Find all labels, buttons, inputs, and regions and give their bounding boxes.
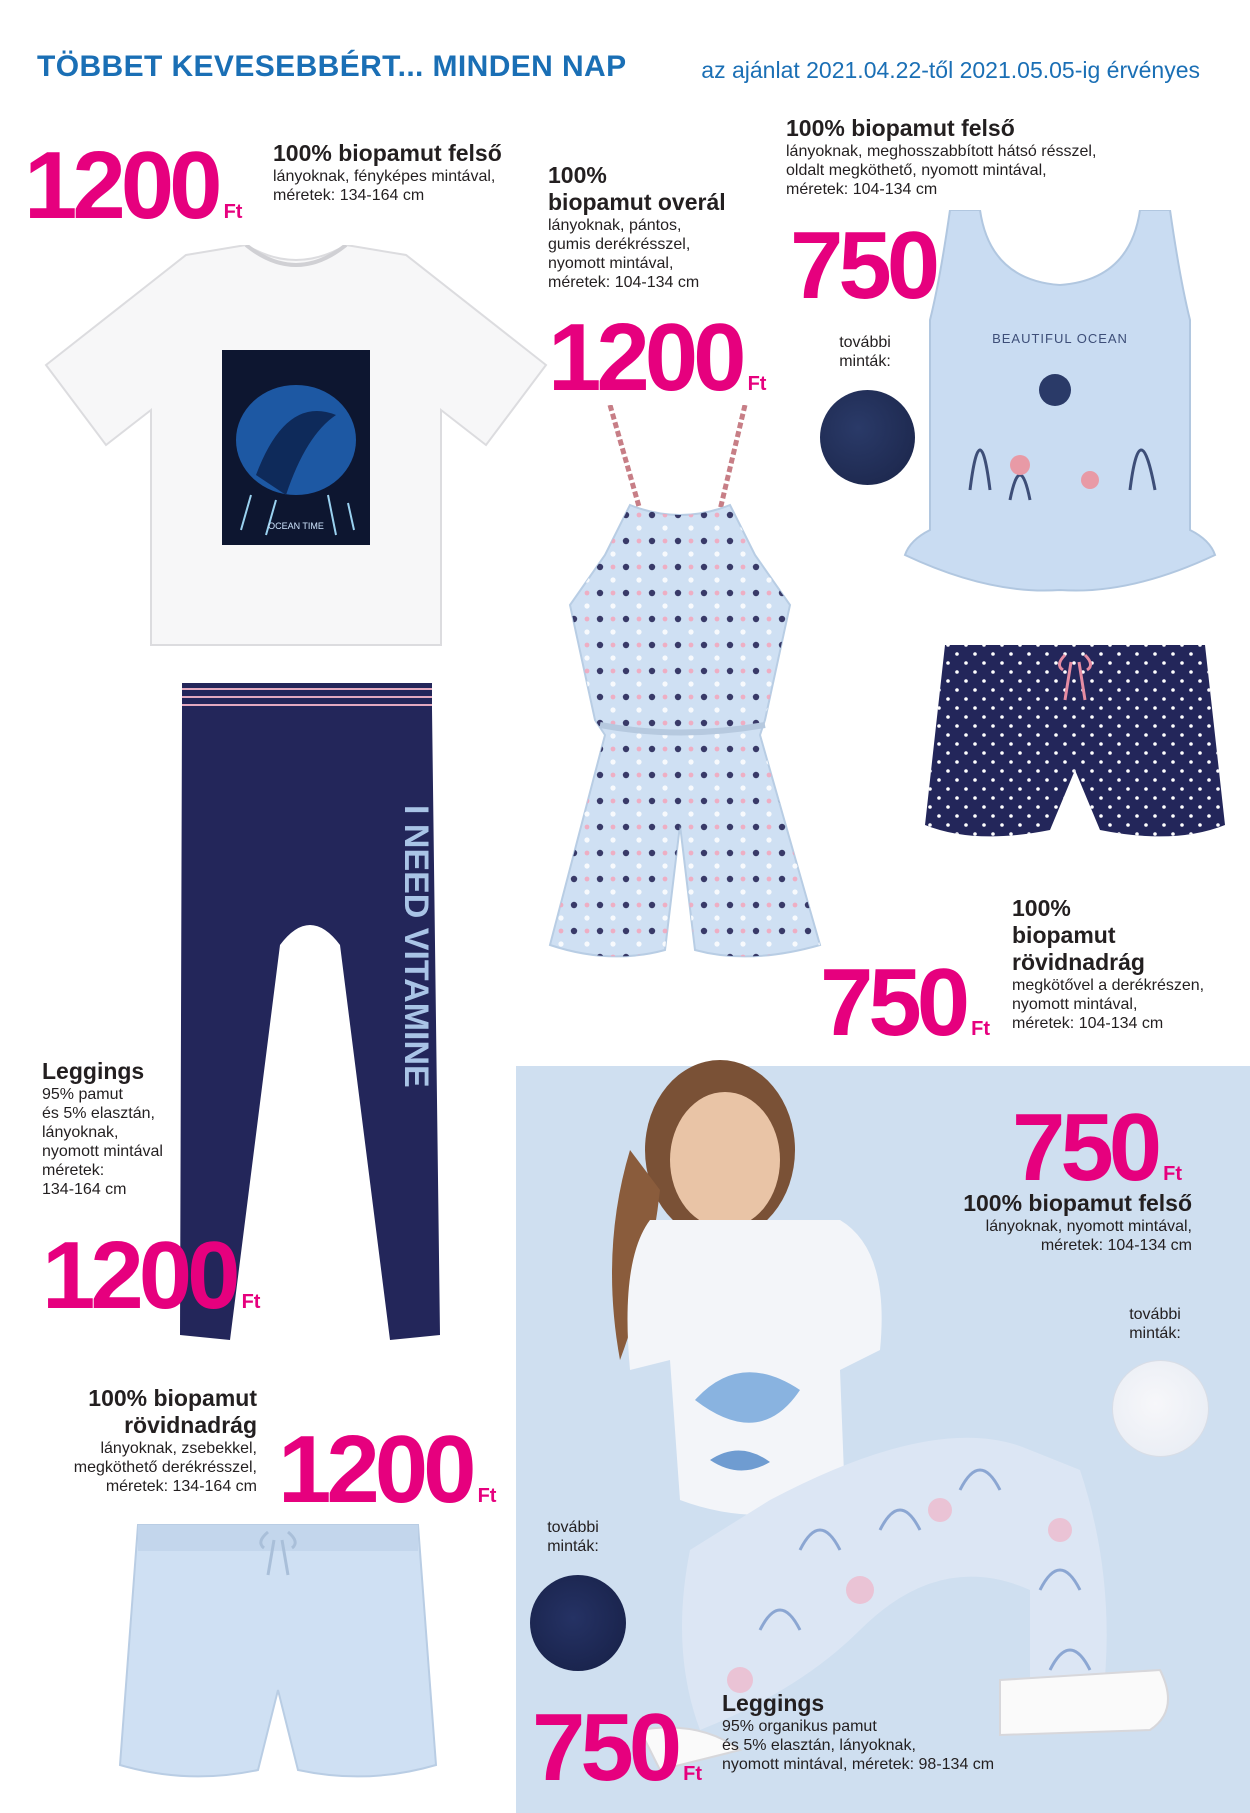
light-shorts-title-1: 100% biopamut xyxy=(88,1385,257,1411)
leggings-printed-desc: 95% organikus pamut és 5% elasztán, lányoknak, nyomott mintával, méretek: 98-134 cm xyxy=(722,1718,995,1773)
tshirt-photo-title: 100% biopamut felső xyxy=(273,140,502,166)
price-jumpsuit: 1200 Ft xyxy=(548,304,767,411)
light-shorts-info xyxy=(74,1385,257,1496)
tank-print-text: BEAUTIFUL OCEAN xyxy=(992,331,1128,346)
jumpsuit-title-1: 100% xyxy=(548,162,607,188)
tshirt-photo-image xyxy=(36,245,556,655)
tank-top-info xyxy=(786,115,1096,199)
navy-shorts-title-2: biopamut xyxy=(1012,922,1116,948)
light-shorts-pattern-swatch xyxy=(530,1575,626,1671)
price-tshirt-photo: 1200 Ft xyxy=(24,132,243,239)
price-navy-shorts: 750 Ft xyxy=(820,949,991,1056)
leggings-navy-desc: 95% pamut és 5% elasztán, lányoknak, nyomott mintával méretek: 134-164 cm xyxy=(42,1086,163,1198)
girl-top-info xyxy=(963,1190,1192,1255)
light-shorts-more-patterns: további minták: xyxy=(547,1519,599,1555)
price-leggings-printed: 750 Ft xyxy=(532,1694,703,1801)
tank-top-desc: lányoknak, meghosszabbított hátsó résszel, oldalt megköthető, nyomott mintával, méretek: 104-134 cm xyxy=(786,143,1097,198)
light-shorts-title-2: rövidnadrág xyxy=(124,1412,257,1438)
light-shorts-desc: lányoknak, zsebekkel, megköthető derékrésszel, méretek: 134-164 cm xyxy=(73,1440,257,1495)
tank-top-more-patterns: további minták: xyxy=(839,334,891,370)
tshirt-photo-desc: lányoknak, fényképes mintával, méretek: 134-164 cm xyxy=(273,168,496,204)
jumpsuit-desc: lányoknak, pántos, gumis derékrésszel, nyomott mintával, méretek: 104-134 cm xyxy=(548,217,700,291)
offer-validity: az ajánlat 2021.04.22-től 2021.05.05-ig érvényes xyxy=(701,57,1200,83)
girl-top-pattern-swatch xyxy=(1112,1360,1209,1457)
navy-shorts-title-3: rövidnadrág xyxy=(1012,949,1145,975)
price-girl-top: 750 Ft xyxy=(1012,1094,1183,1201)
navy-shorts-title-1: 100% xyxy=(1012,895,1071,921)
leggings-print-text: I NEED VITAMINE xyxy=(397,805,435,1088)
tshirt-photo-info xyxy=(273,140,502,205)
tank-top-image xyxy=(890,210,1230,595)
navy-shorts-info xyxy=(1012,895,1204,1033)
navy-shorts-image xyxy=(925,640,1225,875)
girl-top-desc: lányoknak, nyomott mintával, méretek: 104-134 cm xyxy=(985,1218,1192,1254)
price-light-shorts: 1200 Ft xyxy=(278,1416,497,1523)
navy-shorts-desc: megkötővel a derékrészen, nyomott mintával, méretek: 104-134 cm xyxy=(1012,977,1205,1032)
leggings-navy-info xyxy=(42,1058,163,1199)
girl-top-more-patterns: további minták: xyxy=(1129,1306,1181,1342)
leggings-printed-info xyxy=(722,1690,994,1774)
jumpsuit-info xyxy=(548,162,726,292)
tshirt-print-text: OCEAN TIME xyxy=(268,521,324,531)
header-slogan: TÖBBET KEVESEBBÉRT... MINDEN NAP xyxy=(37,50,627,83)
price-tank-top: 750 xyxy=(790,212,936,319)
tank-top-title: 100% biopamut felső xyxy=(786,115,1015,141)
leggings-printed-title: Leggings xyxy=(722,1690,825,1716)
jumpsuit-title-2: biopamut overál xyxy=(548,189,726,215)
girl-top-title: 100% biopamut felső xyxy=(963,1190,1192,1216)
leggings-navy-title: Leggings xyxy=(42,1058,145,1084)
jumpsuit-image xyxy=(490,405,870,990)
light-shorts-image xyxy=(118,1520,438,1800)
price-leggings-navy: 1200 Ft xyxy=(42,1222,261,1329)
